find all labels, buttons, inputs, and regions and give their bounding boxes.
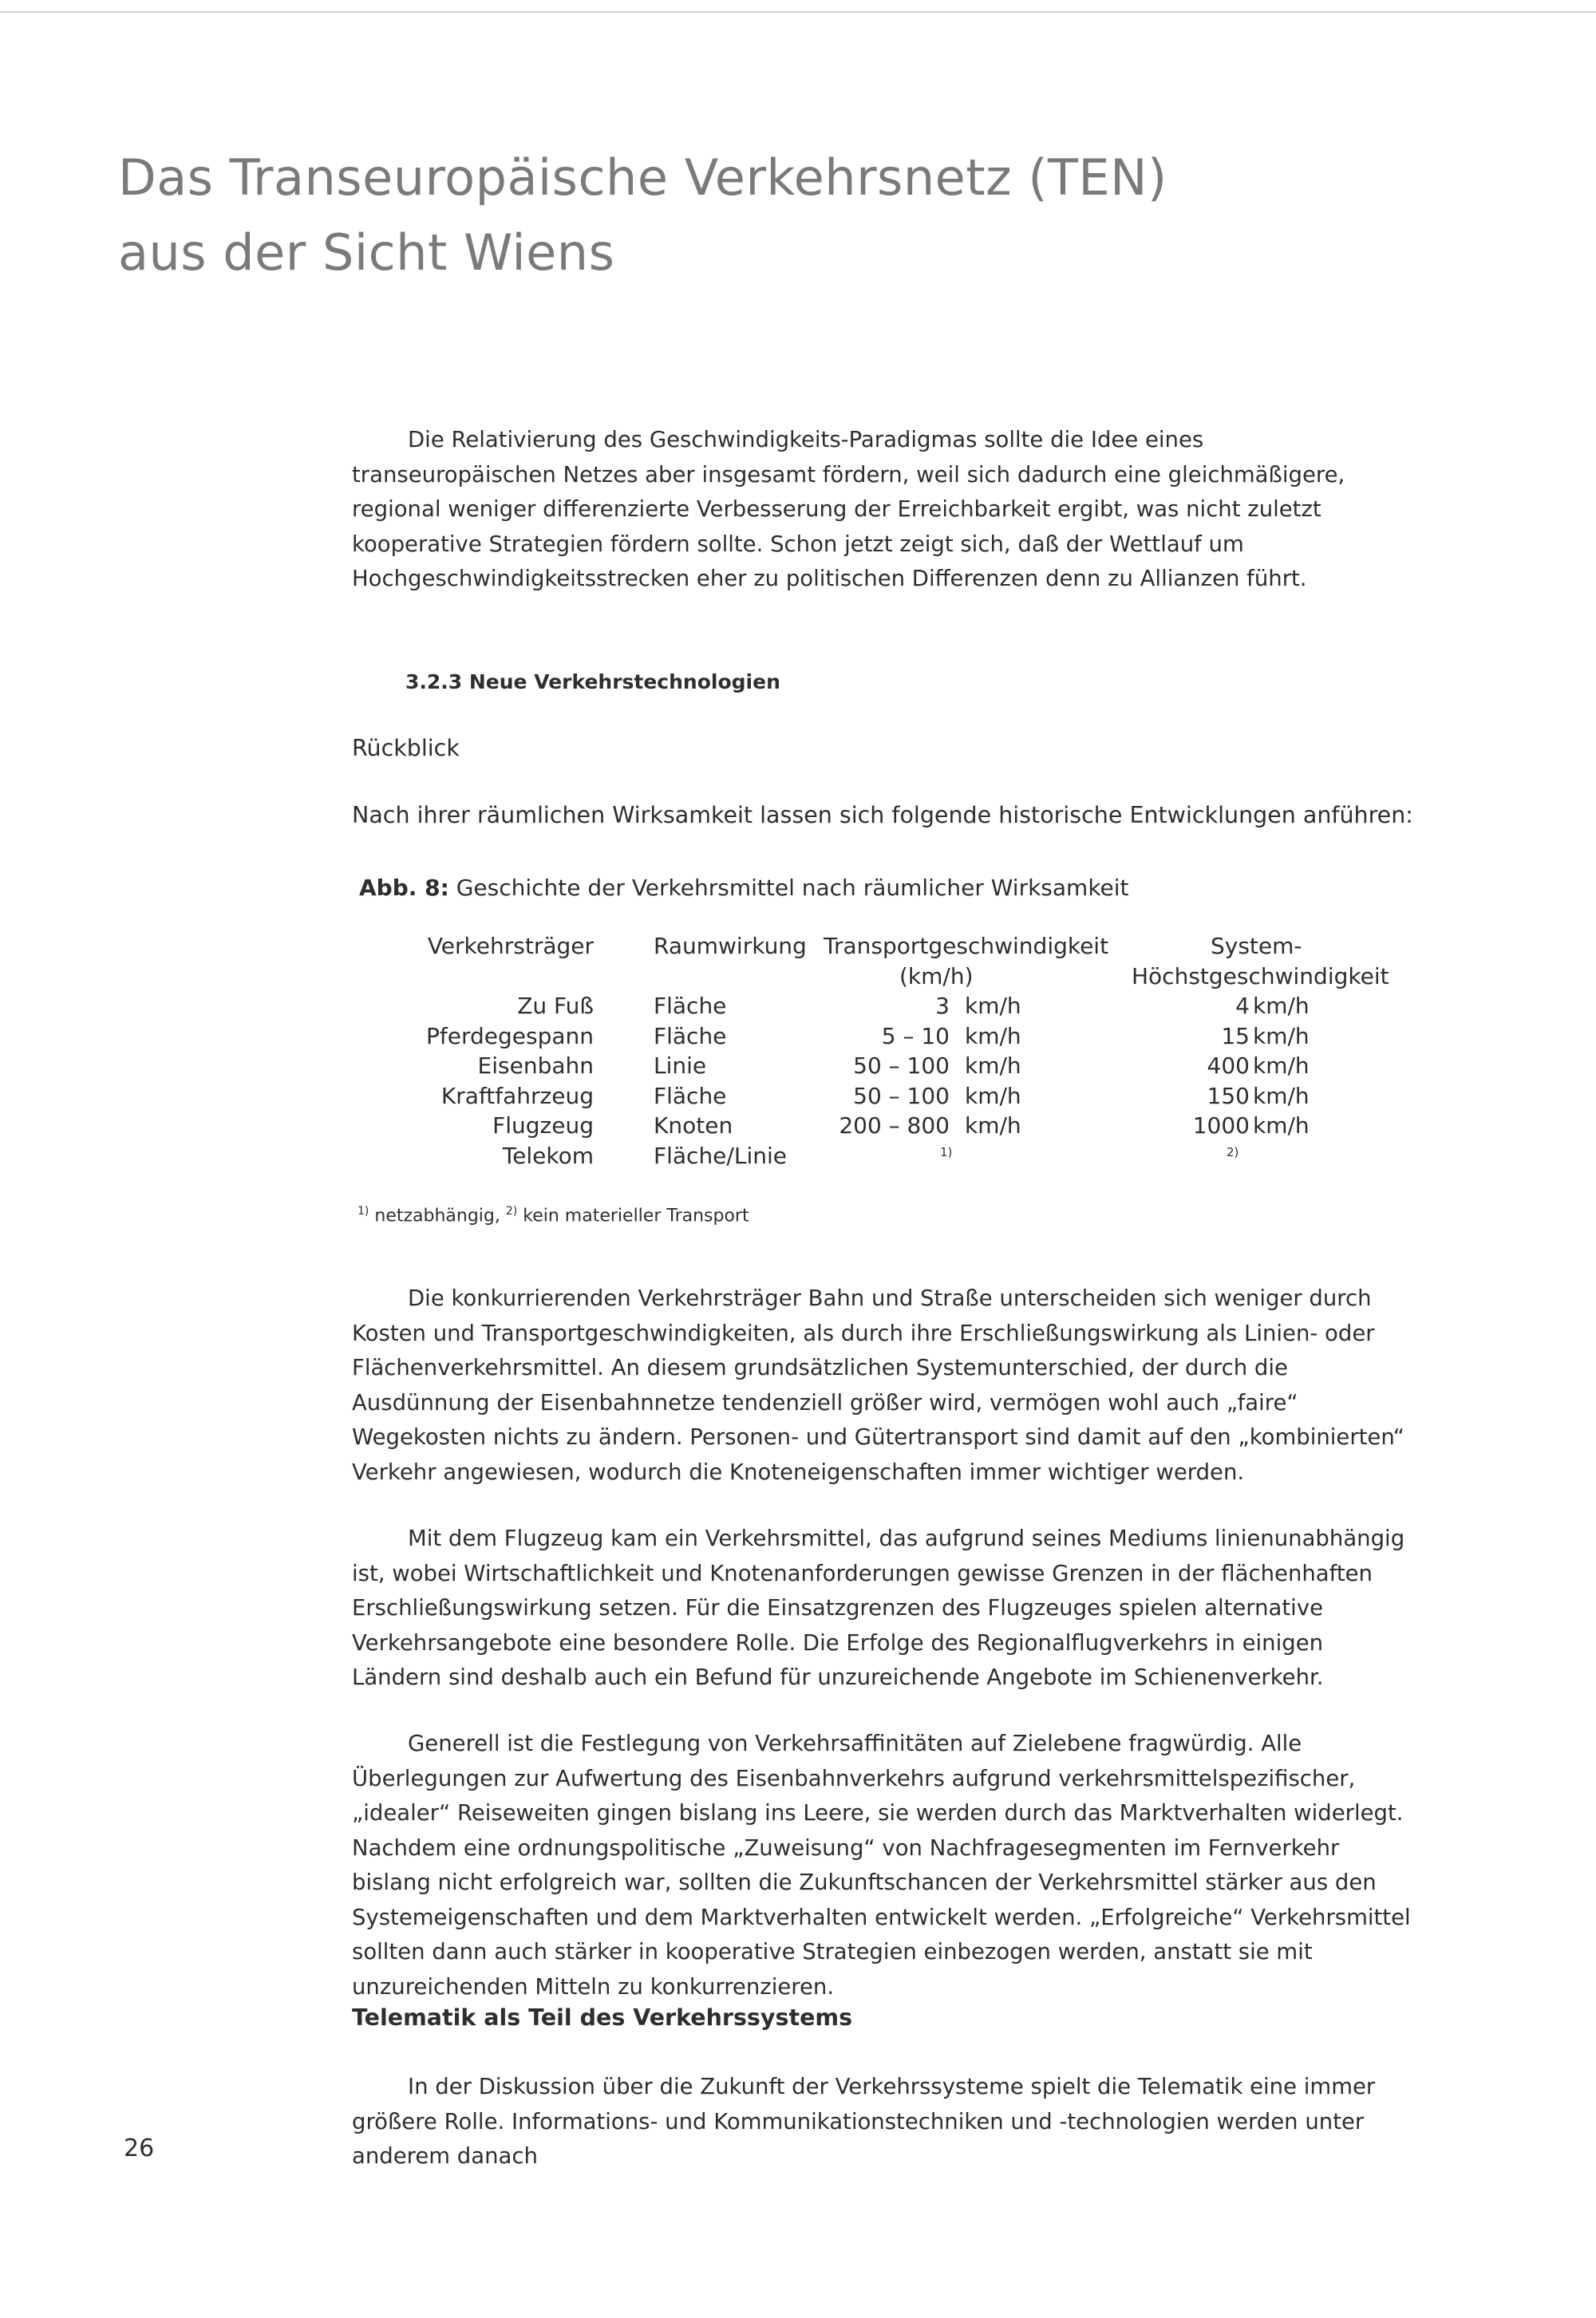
title-line-2: aus der Sicht Wiens [118,223,615,282]
cell-carrier: Kraftfahrzeug [440,1082,594,1109]
cell-speed-unit: km/h [965,1112,1021,1139]
cell-speed-note: 1) [940,1144,953,1159]
cell-effect: Linie [654,1052,707,1079]
table-row [0,1051,1596,1081]
cell-effect: Fläche [654,993,727,1019]
cell-effect: Fläche/Linie [654,1142,787,1169]
telematik-paragraph: In der Diskussion über die Zukunft der Verkehrssysteme spielt die Telematik eine immer größere Rolle. Informations- und Kommunikationstechniken und -technologien werden unter anderem danach [352,2074,1376,2169]
cell-speed-unit: km/h [965,1052,1021,1079]
title-line-1: Das Transeuropäische Verkehrsnetz (TEN) [118,148,1167,207]
cell-carrier: Flugzeug [492,1112,594,1139]
header-max-speed: System- [1211,933,1302,959]
cell-effect: Fläche [654,1022,727,1049]
cell-carrier: Pferdegespann [426,1022,594,1049]
cell-max: 400 [1207,1052,1250,1079]
top-rule [0,11,1596,13]
cell-speed: 3 [935,993,950,1019]
figure-label: Abb. 8: [359,875,449,901]
page-title [118,140,1167,290]
cell-effect: Fläche [654,1082,727,1109]
cell-max: 150 [1207,1082,1250,1109]
cell-effect: Knoten [654,1112,733,1139]
body-paragraph-2: Mit dem Flugzeug kam ein Verkehrsmittel, das aufgrund seines Mediums linienunabhängig ist, wobei Wirtschaftlichkeit und Knotenanforderungen gewisse Grenzen in der flächenhaften Erschließungswirkung setzen. Für die Einsatzgrenzen des Flugzeuges spielen alternative Verkehrsangebote eine besondere Rolle. Die Erfolge des Regionalflugverkehrs in einigen Ländern sind deshalb auch ein Befund für unzureichende Angebote im Schienenverkehr. [352,1526,1405,1690]
header-effect: Raumwirkung [654,933,807,959]
subheading-rueckblick: Rückblick [352,735,460,761]
section-heading: 3.2.3 Neue Verkehrstechnologien [405,670,780,693]
cell-max: 15 [1221,1022,1250,1049]
page-number: 26 [124,2134,155,2162]
cell-carrier: Zu Fuß [517,993,594,1019]
header-speed: Transportgeschwindigkeit [824,933,1109,959]
cell-speed: 50 – 100 [853,1082,950,1109]
intro-paragraph: Die Relativierung des Geschwindigkeits-Paradigmas sollte die Idee eines transeuropäischen Netzes aber insgesamt fördern, weil sich dadurch eine gleichmäßigere, regional weniger differenzierte Verbesserung der Erreichbarkeit ergibt, was nicht zuletzt kooperative Strategien fördern sollte. Schon jetzt zeigt sich, daß der Wettlauf um Hochgeschwindigkeitsstrecken eher zu politischen Differenzen denn zu Allianzen führt. [352,427,1345,591]
cell-max-unit: km/h [1253,1082,1310,1109]
footnote-2-text: kein materieller Transport [523,1206,749,1226]
cell-max-unit: km/h [1253,1052,1310,1079]
cell-speed-unit: km/h [965,993,1021,1019]
cell-max: 4 [1235,993,1250,1019]
cell-max-unit: km/h [1253,1022,1310,1049]
cell-speed-unit: km/h [965,1082,1021,1109]
cell-carrier: Eisenbahn [477,1052,594,1079]
table-row [0,991,1596,1021]
body-paragraph-1: Die konkurrierenden Verkehrsträger Bahn und Straße unterscheiden sich weniger durch Kosten und Transportgeschwindigkeiten, als durch ihre Erschließungswirkung als Linien- oder Flächenverkehrsmittel. An diesem grundsätzlichen Systemunterschied, der durch die Ausdünnung der Eisenbahnnetze tendenziell größer wird, vermögen wohl auch „faire“ Wegekosten nichts zu ändern. Personen- und Gütertransport sind damit auf den „kombinierten“ Verkehr angewiesen, wodurch die Knoteneigenschaften immer wichtiger werden. [352,1285,1405,1485]
table-row [0,1081,1596,1112]
cell-speed: 50 – 100 [853,1052,950,1079]
cell-max-note: 2) [1227,1144,1239,1159]
table-row [0,1111,1596,1141]
cell-max: 1000 [1192,1112,1250,1139]
table-footnote [358,1205,749,1226]
footnote-1-marker: 1) [358,1205,369,1218]
figure-caption [359,875,1129,901]
cell-max-unit: km/h [1253,993,1310,1019]
body-paragraph-3: Generell ist die Festlegung von Verkehrsaffinitäten auf Zielebene fragwürdig. Alle Überlegungen zur Aufwertung des Eisenbahnverkehrs aufgrund verkehrsmittelspezifischer, „idealer“ Reiseweiten gingen bislang ins Leere, sie werden durch das Marktverhalten widerlegt. Nachdem eine ordnungspolitische „Zuweisung“ von Nachfragesegmenten im Fernverkehr bislang nicht erfolgreich war, sollten die Zukunftschancen der Verkehrsmittel stärker aus den Systemeigenschaften und dem Marktverhalten entwickelt werden. „Erfolgreiche“ Verkehrsmittel sollten dann auch stärker in kooperative Strategien einbezogen werden, anstatt sie mit unzureichenden Mitteln zu konkurrenzieren. [352,1731,1411,2000]
header-max-speed-line2: Höchstgeschwindigkeit [1132,962,1389,989]
cell-speed-unit: km/h [965,1022,1021,1049]
table-row [0,1141,1596,1171]
table-row [0,1021,1596,1052]
footnote-1-text: netzabhängig, [374,1206,500,1226]
header-speed-unit: (km/h) [899,962,974,989]
telematik-heading: Telematik als Teil des Verkehrssystems [352,2004,853,2031]
cell-max-unit: km/h [1253,1112,1310,1139]
lead-sentence: Nach ihrer räumlichen Wirksamkeit lassen sich folgende historische Entwicklungen anführen: [352,802,1413,828]
figure-caption-text: Geschichte der Verkehrsmittel nach räumlicher Wirksamkeit [456,875,1129,901]
cell-speed: 5 – 10 [881,1022,950,1049]
cell-speed: 200 – 800 [839,1112,950,1139]
header-carrier: Verkehrsträger [427,933,594,959]
footnote-2-marker: 2) [505,1205,518,1218]
cell-carrier: Telekom [502,1142,594,1169]
